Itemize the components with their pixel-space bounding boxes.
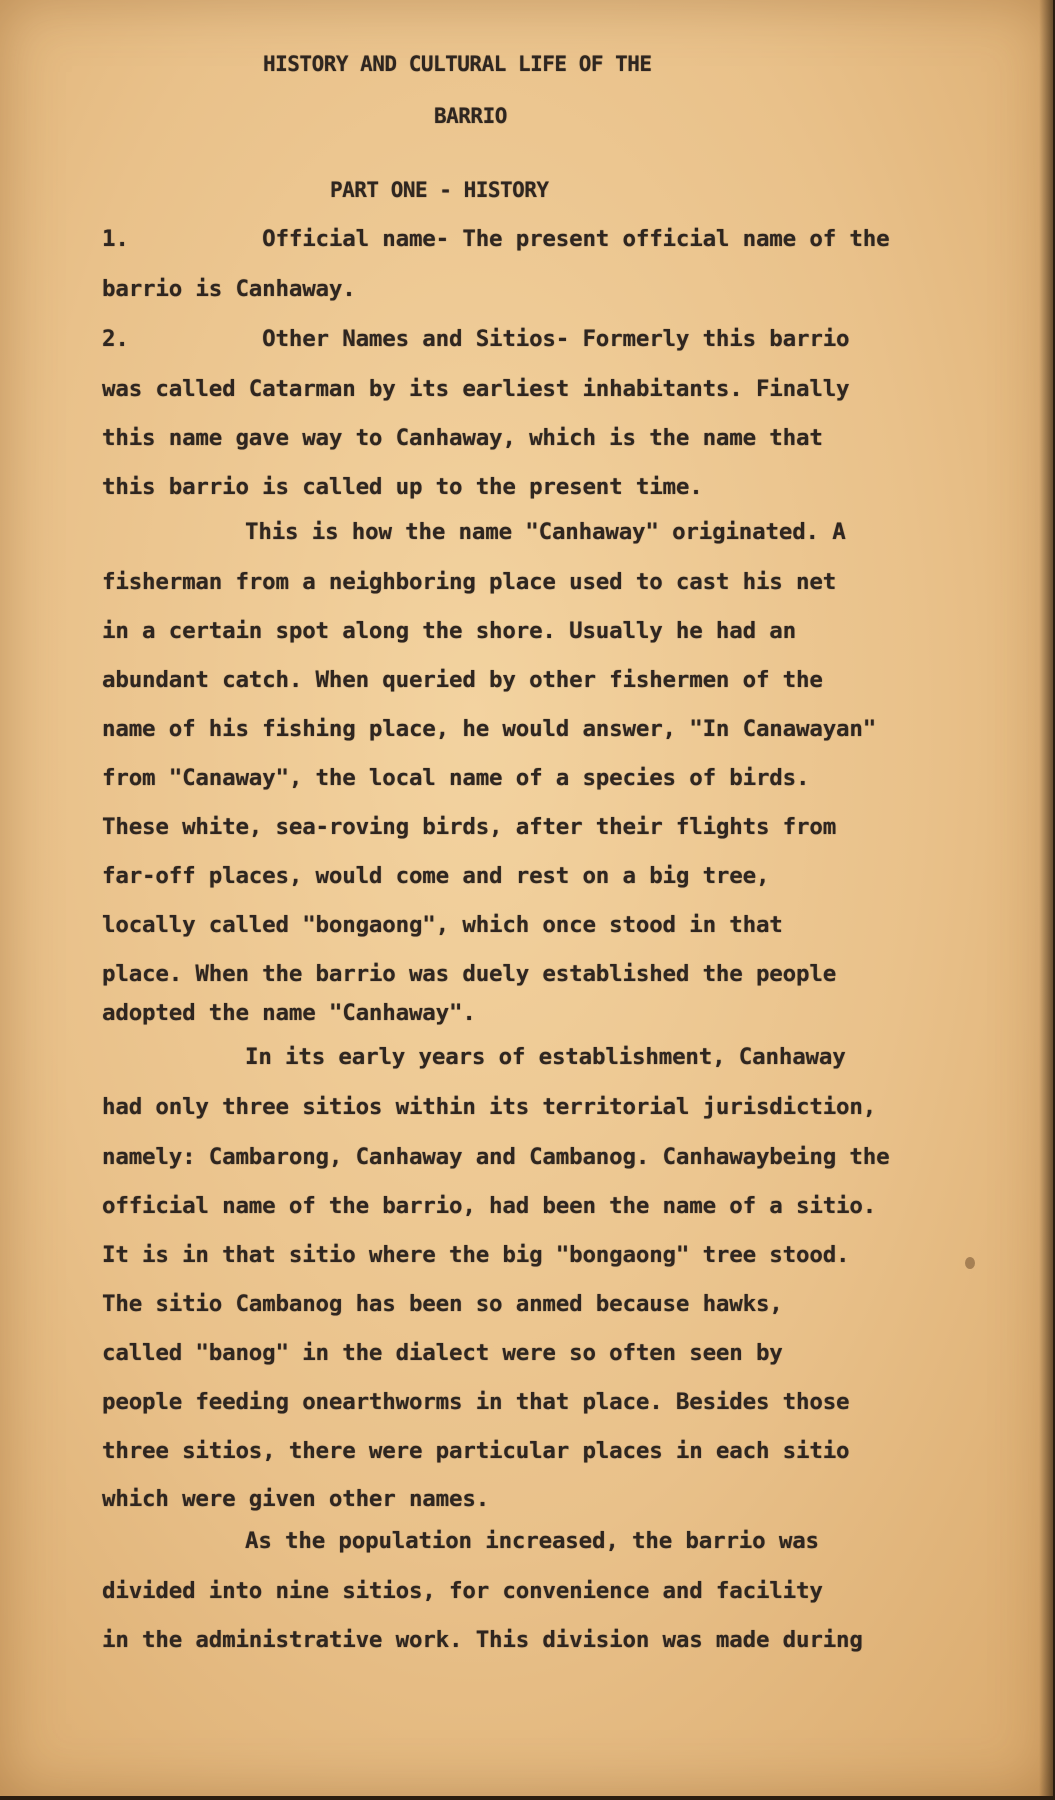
text-line: far-off places, would come and rest on a big tree,	[102, 863, 770, 889]
text-line: called "banog" in the dialect were so often seen by	[102, 1340, 783, 1366]
document-title-barrio: BARRIO	[434, 104, 507, 128]
text-line: this name gave way to Canhaway, which is the name that	[102, 425, 823, 451]
part-heading: PART ONE - HISTORY	[330, 178, 549, 202]
paper-stain	[965, 1257, 975, 1269]
document-title: HISTORY AND CULTURAL LIFE OF THE	[263, 52, 652, 76]
text-line: official name of the barrio, had been the name of a sitio.	[102, 1193, 877, 1219]
text-line: from "Canaway", the local name of a species of birds.	[102, 765, 810, 791]
text-line: In its early years of establishment, Canhaway	[245, 1044, 846, 1070]
text-line: name of his fishing place, he would answer, "In Canawayan"	[102, 716, 877, 742]
text-line: locally called "bongaong", which once stood in that	[102, 912, 783, 938]
text-line: had only three sitios within its territorial jurisdiction,	[102, 1094, 877, 1120]
text-line: These white, sea-roving birds, after their flights from	[102, 814, 837, 840]
text-line: This is how the name "Canhaway" originated. A	[245, 519, 846, 545]
text-line: was called Catarman by its earliest inhabitants. Finally	[102, 376, 850, 402]
text-line: in the administrative work. This division was made during	[102, 1627, 863, 1653]
text-line: which were given other names.	[102, 1486, 490, 1512]
text-line: this barrio is called up to the present time.	[102, 474, 703, 500]
text-line: barrio is Canhaway.	[102, 276, 356, 302]
text-line: It is in that sitio where the big "bongaong" tree stood.	[102, 1242, 850, 1268]
text-line: divided into nine sitios, for convenience and facility	[102, 1578, 823, 1604]
text-line: in a certain spot along the shore. Usually he had an	[102, 618, 796, 644]
text-line: As the population increased, the barrio was	[245, 1528, 819, 1554]
text-line: abundant catch. When queried by other fishermen of the	[102, 667, 823, 693]
text-line: three sitios, there were particular places in each sitio	[102, 1438, 850, 1464]
text-line: place. When the barrio was duely established the people	[102, 961, 837, 987]
text-line: namely: Cambarong, Canhaway and Cambanog. Canhawaybeing the	[102, 1144, 890, 1170]
text-line: 1. Official name- The present official name of the	[102, 226, 890, 252]
text-line: fisherman from a neighboring place used to cast his net	[102, 569, 837, 595]
text-line: adopted the name "Canhaway".	[102, 1000, 476, 1026]
text-line: The sitio Cambanog has been so anmed because hawks,	[102, 1291, 783, 1317]
text-line: people feeding onearthworms in that place. Besides those	[102, 1389, 850, 1415]
text-line: 2. Other Names and Sitios- Formerly this barrio	[102, 326, 850, 352]
